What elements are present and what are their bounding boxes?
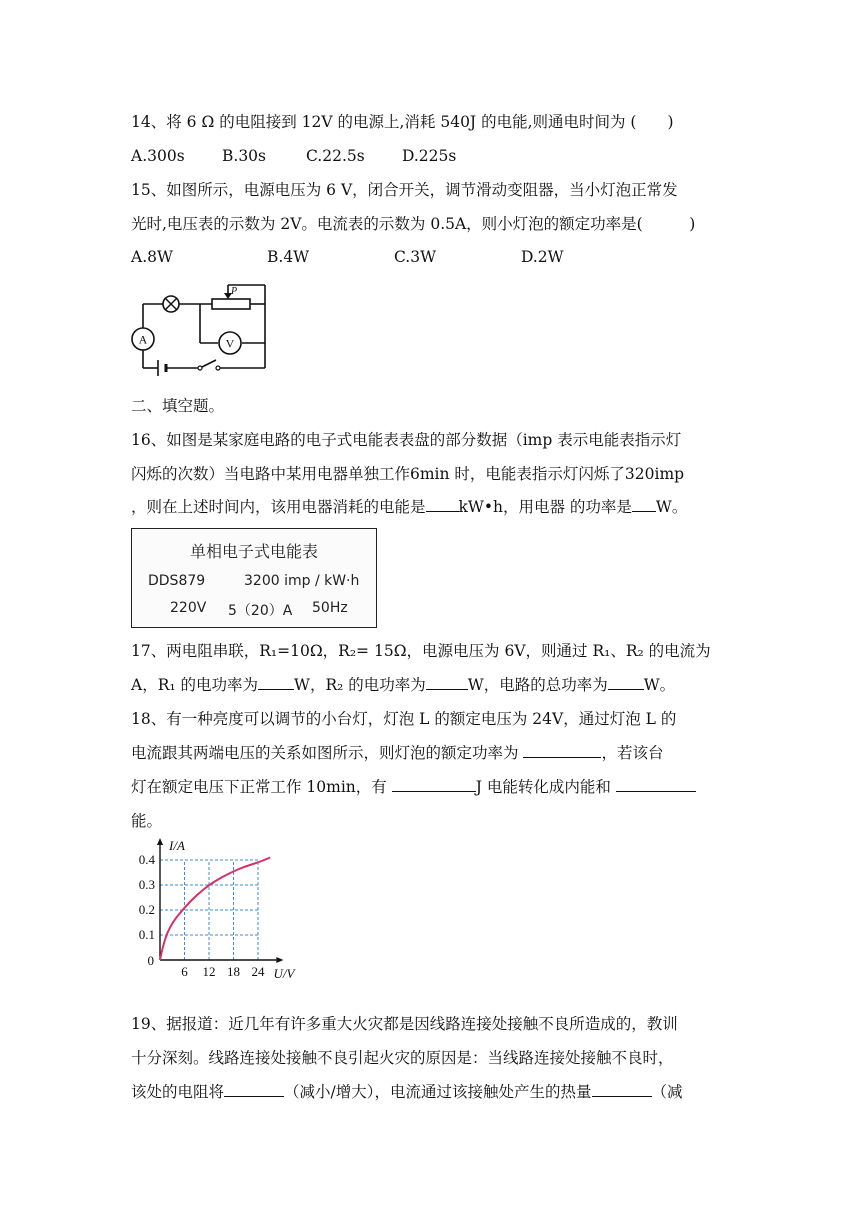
lamp-symbol [163,296,179,312]
meter-model: DDS879 [148,573,206,589]
section-heading: 二、填空题。 [131,397,225,415]
y-tick-label: 0.1 [138,927,155,942]
q17-line1: 17、两电阻串联，R₁=10Ω，R₂= 15Ω，电源电压为 6V，则通过 R₁、R₂ 的电流为 [131,642,711,660]
origin-label: 0 [147,953,154,968]
answer-blank[interactable] [616,776,696,792]
q16-line2: 闪烁的次数）当电路中某用电器单独工作6min 时，电能表指示灯闪烁了320imp [131,465,685,483]
answer-blank[interactable] [426,496,459,512]
q16-line1: 16、如图是某家庭电路的电子式电能表表盘的部分数据（imp 表示电能表指示灯 [131,431,682,449]
q18-line3: 灯在额定电压下正常工作 10min，有 J 电能转化成内能和 [131,776,696,798]
x-tick-label: 24 [251,964,265,979]
voltmeter-symbol [219,332,241,354]
y-axis-arrow [157,838,163,845]
answer-blank[interactable] [392,776,476,792]
slider-label: P [231,286,238,297]
q14-option-c: C.22.5s [306,147,365,165]
q15-option-b: B.4W [267,248,310,266]
x-tick-label: 6 [181,964,188,979]
q14-stem: 14、将 6 Ω 的电阻接到 12V 的电源上,消耗 540J 的电能,则通电时间为 ( ) [131,113,674,131]
ammeter-symbol [132,328,154,350]
q19-line2: 十分深刻。线路连接处接触不良引起火灾的原因是：当线路连接处接触不良时， [131,1049,674,1067]
x-axis-arrow [276,957,283,963]
x-tick-label: 18 [227,964,240,979]
q19-line3: 该处的电阻将 （减小/增大），电流通过该接触处产生的热量 （减 [131,1083,683,1101]
q19-line1: 19、据报道：近几年有许多重大火灾都是因线路连接处接触不良所造成的，教训 [131,1015,678,1033]
circuit-diagram [128,280,273,378]
rheostat-symbol [212,299,250,309]
energy-meter-panel [131,528,377,628]
answer-blank[interactable] [426,674,468,690]
answer-blank[interactable] [224,1081,284,1097]
answer-blank[interactable] [608,674,644,690]
meter-constant: 3200 imp / kW·h [244,573,360,589]
q15-line1: 15、如图所示，电源电压为 6 V，闭合开关，调节滑动变阻器，当小灯泡正常发 [131,181,678,199]
q16-line3: ，则在上述时间内，该用电器消耗的电能是 kW•h，用电器 的功率是 W。 [131,498,688,516]
iu-chart [128,838,328,980]
y-tick-label: 0.3 [138,877,155,892]
y-tick-label: 0.4 [138,852,155,867]
answer-blank[interactable] [632,496,656,512]
x-axis-label: U/V [273,966,295,980]
iu-curve-series [160,858,270,961]
answer-blank[interactable] [592,1081,652,1097]
q18-line4: 能。 [131,812,163,830]
q18-line2: 电流跟其两端电压的关系如图所示，则灯泡的额定功率为 ，若该台 [131,744,664,762]
q17-line2: A，R₁ 的电功率为 W，R₂ 的电功率为 W，电路的总功率为 W。 [131,676,676,694]
q18-line1: 18、有一种亮度可以调节的小台灯，灯泡 L 的额定电压为 24V，通过灯泡 L 的 [131,710,677,728]
meter-title: 单相电子式电能表 [190,542,319,561]
q14-option-d: D.225s [402,147,457,165]
q15-line2: 光时,电压表的示数为 2V。电流表的示数为 0.5A，则小灯泡的额定功率是( ) [131,215,696,233]
y-axis-label: I/A [169,838,185,853]
q14-option-a: A.300s [131,147,185,165]
y-tick-label: 0.2 [138,902,155,917]
meter-current: 5（20）A [228,603,293,619]
q15-option-c: C.3W [394,248,437,266]
q14-option-b: B.30s [222,147,266,165]
svg-text:V: V [225,336,235,351]
q15-option-d: D.2W [521,248,564,266]
answer-blank[interactable] [523,742,601,758]
q15-option-a: A.8W [131,248,173,266]
x-tick-label: 12 [202,964,216,979]
meter-frequency: 50Hz [312,600,348,616]
svg-text:A: A [138,332,148,347]
battery-symbol [158,360,166,376]
switch-symbol [198,366,220,370]
answer-blank[interactable] [258,674,294,690]
meter-voltage: 220V [170,600,207,616]
